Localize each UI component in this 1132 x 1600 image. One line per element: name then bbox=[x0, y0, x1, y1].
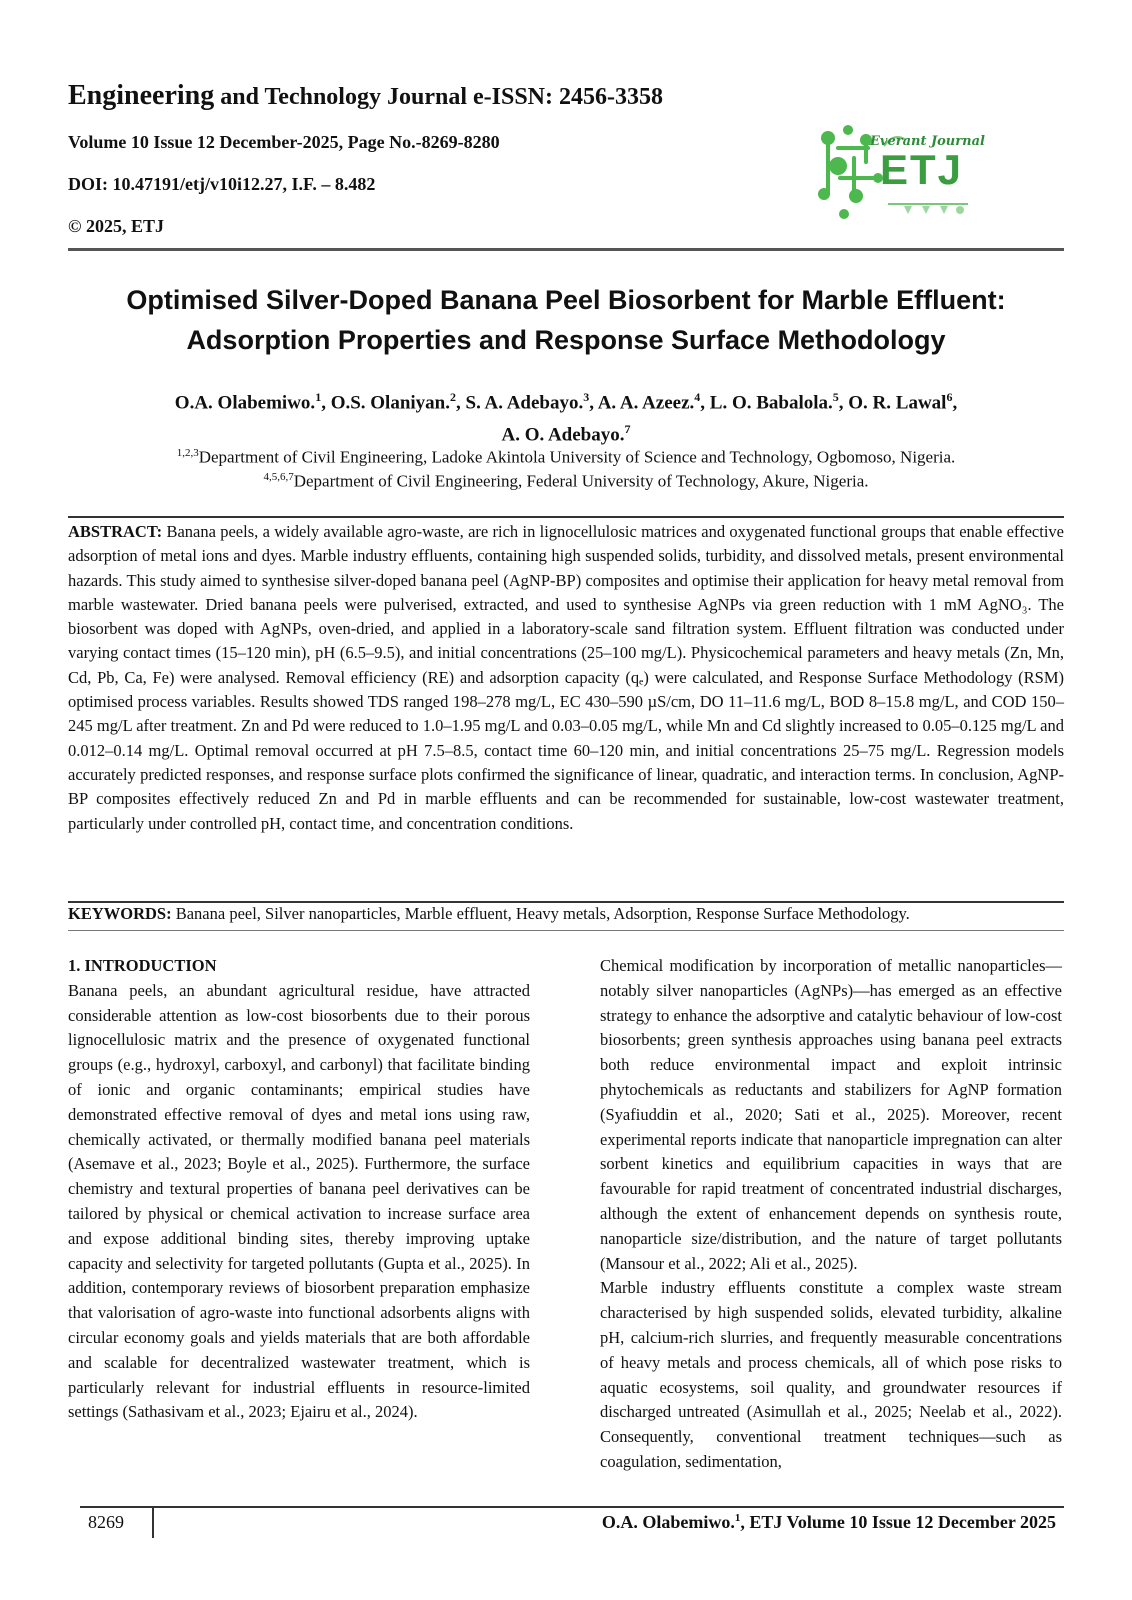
author-3-sup: 3 bbox=[583, 390, 590, 404]
affiliation-2 bbox=[68, 466, 1064, 493]
title-line-2: Adsorption Properties and Response Surface Methodology bbox=[186, 325, 946, 355]
affiliation-1-text: Department of Civil Engineering, Ladoke Akintola University of Science and Technology, Ogbomoso, Nigeria. bbox=[198, 447, 956, 467]
author-1-sup: 1 bbox=[315, 390, 322, 404]
intro-paragraph-2: Chemical modification by incorporation of metallic nanoparticles—notably silver nanoparticles (AgNPs)—has emerged as an effective strategy to enhance the adsorptive and catalytic behaviour of low-cost biosorbents; green synthesis approaches using banana peel extracts both reduce environmental impact and exploit intrinsic phytochemicals as reductants and stabilizers for AgNP formation (Syafiuddin et al., 2020; Sati et al., 2025). Moreover, recent experimental reports indicate that nanoparticle impregnation can alter sorbent kinetics and equilibrium capacities in ways that are favourable for rapid treatment of concentrated industrial discharges, although the extent of enhancement depends on synthesis route, nanoparticle size/distribution, and the nature of target pollutants (Mansour et al., 2022; Ali et al., 2025). bbox=[600, 956, 1062, 1273]
copyright-line: © 2025, ETJ bbox=[68, 216, 164, 236]
section-heading-introduction: 1. INTRODUCTION bbox=[68, 956, 217, 975]
journal-name-rest: and Technology Journal e-ISSN: 2456-3358 bbox=[214, 84, 663, 110]
journal-name-first: Engineering bbox=[68, 80, 215, 111]
author-1: O.A. Olabemiwo. bbox=[174, 392, 316, 414]
author-6-sup: 6 bbox=[946, 390, 953, 404]
left-column bbox=[68, 954, 530, 1425]
abstract bbox=[68, 520, 1064, 836]
author-4: , A. A. Azeez. bbox=[589, 392, 695, 414]
running-footer-sup: 1 bbox=[734, 1512, 741, 1524]
author-6: , O. R. Lawal bbox=[838, 392, 947, 414]
affiliation-1-sup: 1,2,3 bbox=[176, 447, 199, 459]
journal-header bbox=[68, 80, 828, 237]
author-list bbox=[68, 384, 1064, 449]
abstract-label: ABSTRACT: bbox=[68, 522, 163, 541]
abstract-text: Banana peels, a widely available agro-waste, are rich in lignocellulosic matrices and oxygenated functional groups that enable effective adsorption of metal ions and dyes. Marble industry effluents, containing high suspended solids, turbidity, and dissolved metals, present environmental hazards. This study aimed to synthesise silver-doped banana peel (AgNP-BP) composites and optimise their application for heavy metal removal from marble wastewater. Dried banana peels were pulverised, extracted, and used to synthesise AgNPs via green reduction with 1 mM AgNO₃. The biosorbent was doped with AgNPs, oven-dried, and applied in a laboratory-scale sand filtration system. Effluent filtration was conducted under varying contact times (15–120 min), pH (6.5–9.5), and initial concentrations (25–100 mg/L). Physicochemical parameters and heavy metals (Zn, Mn, Cd, Pb, Ca, Fe) were analysed. Removal efficiency (RE) and adsorption capacity (qₑ) were calculated, and Response Surface Methodology (RSM) optimised process variables. Results showed TDS ranged 198–278 mg/L, EC 430–590 µS/cm, DO 11–11.6 mg/L, BOD 8–15.8 mg/L, and COD 150–245 mg/L after treatment. Zn and Pd were reduced to 1.0–1.95 mg/L and 0.03–0.05 mg/L, while Mn and Cd slightly increased to 0.05–0.125 mg/L and 0.012–0.14 mg/L. Optimal removal occurred at pH 7.5–8.5, contact time 60–120 min, and initial concentrations 25–75 mg/L. Regression models accurately predicted responses, and response surface plots confirmed the significance of linear, quadratic, and interaction terms. In conclusion, AgNP-BP composites effectively reduced Zn and Pd in marble effluents and can be recommended for sustainable, low-cost wastewater treatment, particularly under controlled pH, contact time, and concentration conditions. bbox=[68, 522, 1064, 833]
header-rule bbox=[68, 248, 1064, 251]
keywords-bottom-rule bbox=[68, 930, 1064, 931]
logo-tagline: Everant Journal bbox=[870, 134, 985, 149]
journal-name bbox=[68, 80, 828, 113]
affiliation-2-sup: 4,5,6,7 bbox=[263, 471, 294, 483]
page-number: 8269 bbox=[88, 1512, 124, 1532]
keywords-text: Banana peel, Silver nanoparticles, Marble effluent, Heavy metals, Adsorption, Response Surface Methodology. bbox=[171, 904, 910, 923]
author-3: , S. A. Adebayo. bbox=[456, 392, 584, 414]
author-7-sup: 7 bbox=[624, 422, 631, 437]
doi-line: DOI: 10.47191/etj/v10i12.27, I.F. – 8.482 bbox=[68, 174, 376, 194]
intro-paragraph-1: Banana peels, an abundant agricultural residue, have attracted considerable attention as low-cost biosorbents due to their porous lignocellulosic matrix and the presence of oxygenated functional groups (e.g., hydroxyl, carboxyl, and carbonyl) that facilitate binding of ionic and organic contaminants; empirical studies have demonstrated effective removal of dyes and metal ions using raw, chemically activated, or thermally modified banana peel materials (Asemave et al., 2023; Boyle et al., 2025). Furthermore, the surface chemistry and textural properties of banana peel derivatives can be tailored by physical or chemical activation to increase surface area and expose additional binding sites, thereby improving uptake capacity and selectivity for targeted pollutants (Gupta et al., 2025). In addition, contemporary reviews of biosorbent preparation emphasize that valorisation of agro-waste into functional adsorbents aligns with circular economy goals and yields materials that are both affordable and scalable for decentralized wastewater treatment, which is particularly relevant for industrial effluents in resource-limited settings (Sathasivam et al., 2023; Ejairu et al., 2024). bbox=[68, 980, 530, 1422]
running-footer-rest: , ETJ Volume 10 Issue 12 December 2025 bbox=[740, 1512, 1056, 1532]
intro-paragraph-3: Marble industry effluents constitute a complex waste stream characterised by high suspended solids, elevated turbidity, alkaline pH, calcium-rich slurries, and frequently measurable concentrations of heavy metals and process chemicals, all of which pose risks to aquatic ecosystems, soil quality, and groundwater resources if discharged untreated (Asimullah et al., 2025; Neelab et al., 2022). Consequently, conventional treatment techniques—such as coagulation, sedimentation, bbox=[600, 1278, 1062, 1471]
affiliation-2-text: Department of Civil Engineering, Federal University of Technology, Akure, Nigeria. bbox=[293, 471, 869, 491]
keywords bbox=[68, 902, 1064, 926]
author-4-sup: 4 bbox=[694, 390, 701, 404]
author-5: , L. O. Babalola. bbox=[700, 392, 833, 414]
running-footer-author: O.A. Olabemiwo. bbox=[601, 1512, 735, 1532]
logo-text: ETJ bbox=[880, 146, 964, 193]
author-7: A. O. Adebayo. bbox=[501, 424, 625, 446]
author-2-sup: 2 bbox=[450, 390, 457, 404]
abstract-top-rule bbox=[68, 516, 1064, 518]
running-footer bbox=[602, 1512, 1056, 1533]
affiliation-1 bbox=[68, 442, 1064, 469]
author-6-comma: , bbox=[952, 392, 958, 414]
volume-line: Volume 10 Issue 12 December-2025, Page No.-8269-8280 bbox=[68, 132, 500, 152]
footer-rule bbox=[80, 1506, 1064, 1508]
right-column bbox=[600, 954, 1062, 1475]
author-5-sup: 5 bbox=[832, 390, 839, 404]
footer-divider bbox=[152, 1508, 154, 1538]
author-2: , O.S. Olaniyan. bbox=[321, 392, 451, 414]
keywords-label: KEYWORDS: bbox=[68, 904, 172, 923]
title-line-1: Optimised Silver-Doped Banana Peel Biosorbent for Marble Effluent: bbox=[126, 285, 1006, 315]
paper-title bbox=[68, 280, 1064, 360]
